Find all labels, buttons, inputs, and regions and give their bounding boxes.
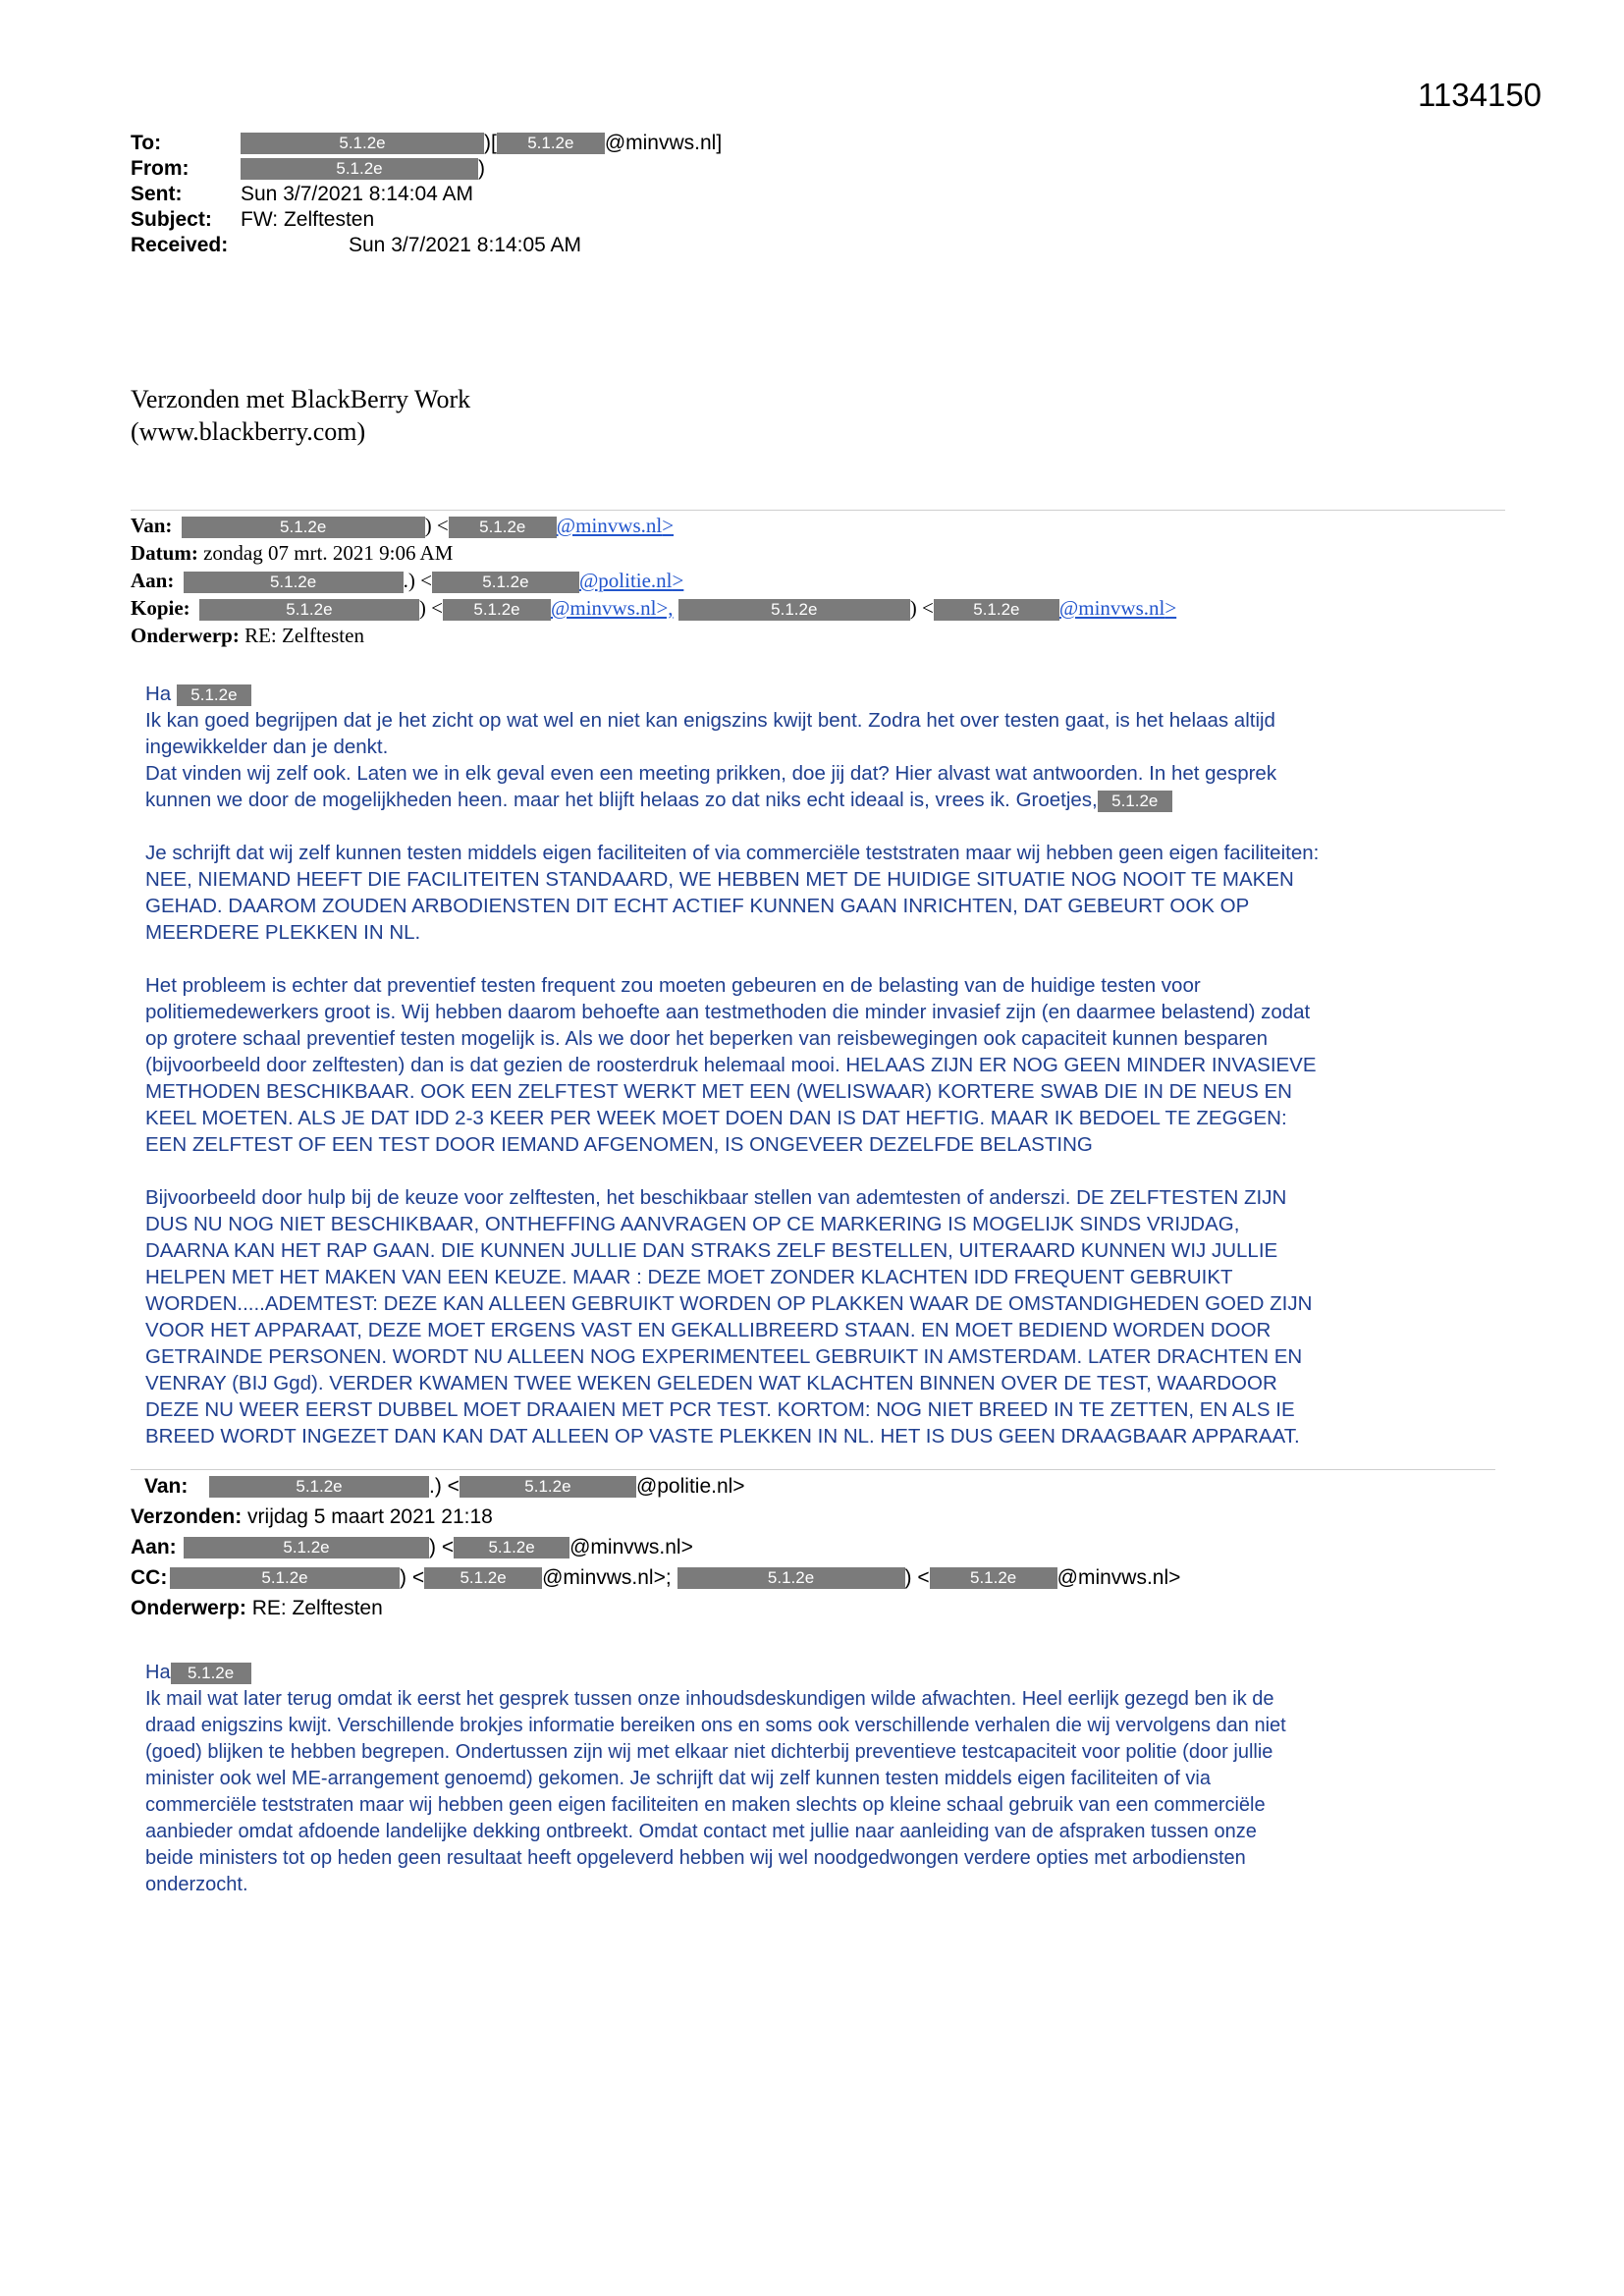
greeting-text: Ha: [145, 683, 172, 705]
paragraph-line: METHODEN BESCHIKBAAR. OOK EEN ZELFTEST WERKT MET EEN (WELISWAAR) KORTERE SWAB DIE IN DE NEUS EN: [145, 1080, 1292, 1103]
email1-kopie-separator-2: ) <: [909, 596, 934, 620]
redaction-box: 5.1.2e: [497, 133, 605, 154]
email2-onderwerp-row: [131, 1593, 1180, 1623]
email1-onderwerp-value: RE: Zelftesten: [244, 624, 364, 647]
email1-van-row: [131, 512, 1176, 539]
header-subject-row: [131, 207, 1014, 233]
header-from-row: [131, 156, 1014, 182]
email1-body: [145, 681, 1319, 1449]
paragraph-line: DEZE NU WEER EERST DUBBEL MOET DRAAIEN MET PCR TEST. KORTOM: NOG NIET BREED IN TE ZETTEN, EN ALS IE: [145, 1398, 1295, 1421]
signature-line-1: Verzonden met BlackBerry Work: [131, 385, 471, 413]
email1-aan-separator: .) <: [403, 569, 432, 592]
email1-onderwerp-label: Onderwerp:: [131, 624, 240, 647]
email1-aan-close: >: [672, 569, 684, 592]
header-to-row: [131, 131, 1014, 156]
email1-kopie-address-link-1[interactable]: @minvws.nl: [551, 596, 657, 620]
redaction-box: 5.1.2e: [1098, 791, 1172, 812]
redaction-box: 5.1.2e: [184, 1537, 429, 1558]
redaction-box: 5.1.2e: [934, 599, 1059, 621]
email2-aan-label: Aan:: [131, 1536, 177, 1558]
paragraph-line: politiemedewerkers groot is. Wij hebben daarom behoefte aan testmethoden die minder invasief zijn (en daarmee belastend) zodat: [145, 1001, 1311, 1023]
from-label: From:: [131, 157, 189, 180]
paragraph-line: NEE, NIEMAND HEEFT DIE FACILITEITEN STANDAARD, WE HEBBEN MET DE HUIDIGE SITUATIE NOG NOOIT TE MAKEN: [145, 868, 1294, 891]
paragraph-line: EEN ZELFTEST OF EEN TEST DOOR IEMAND AFGENOMEN, IS ONGEVEER DEZELFDE BELASTING: [145, 1133, 1093, 1156]
email1-aan-label: Aan:: [131, 569, 175, 592]
paragraph-line: (bijvoorbeeld door zelftesten) dan is dat gezien de roosterdruk helemaal mooi. HELAAS ZIJN ER NOG GEEN MINDER INVASIEVE: [145, 1054, 1317, 1076]
subject-label: Subject:: [131, 208, 212, 231]
email2-verzonden-value: vrijdag 5 maart 2021 21:18: [247, 1505, 493, 1528]
redaction-box: 5.1.2e: [677, 1567, 905, 1589]
paragraph-line: aanbieder omdat afdoende landelijke dekking ontbreekt. Omdat contact met jullie naar aanleiding van de afspraken tussen onze: [145, 1821, 1257, 1842]
paragraph-line: VOOR HET APPARAAT, DEZE MOET ERGENS VAST EN GEKALLIBREERD STAAN. EN MOET BEDIEND WORDEN DOOR: [145, 1319, 1272, 1341]
redaction-box: 5.1.2e: [432, 572, 579, 593]
redaction-box: 5.1.2e: [170, 1567, 400, 1589]
to-suffix: @minvws.nl]: [604, 132, 723, 154]
paragraph-line: draad enigszins kwijt. Verschillende brokjes informatie bereiken ons en soms ook verschillende verhalen die wij vervolgens dan niet: [145, 1715, 1286, 1736]
email2-onderwerp-value: RE: Zelftesten: [251, 1597, 383, 1619]
email2-verzonden-label: Verzonden:: [131, 1505, 243, 1528]
signature-line-2: (www.blackberry.com): [131, 417, 366, 446]
paragraph-line: Ik kan goed begrijpen dat je het zicht op wat wel en niet kan enigszins kwijt bent. Zodra het over testen gaat, is het helaas altijd: [145, 709, 1275, 732]
paragraph-line: KEEL MOETEN. ALS JE DAT IDD 2-3 KEER PER WEEK MOET DOEN DAN IS DAT HEFTIG. MAAR IK BEDOEL TE ZEGGEN:: [145, 1107, 1287, 1129]
sent-label: Sent:: [131, 183, 183, 205]
paragraph-line: Dat vinden wij zelf ook. Laten we in elk geval even een meeting prikken, doe jij dat? Hier alvast wat antwoorden. In het gesprek: [145, 762, 1277, 785]
email1-aan-address-link[interactable]: @politie.nl: [578, 569, 673, 592]
paragraph-line: GETRAINDE PERSONEN. WORDT NU ALLEEN NOG EXPERIMENTEEL GEBRUIKT IN AMSTERDAM. LATER DRACHTEN EN: [145, 1345, 1303, 1368]
email1-datum-value: zondag 07 mrt. 2021 9:06 AM: [203, 541, 454, 565]
redaction-box: 5.1.2e: [678, 599, 910, 621]
paragraph-line: Bijvoorbeeld door hulp bij de keuze voor zelftesten, het beschikbaar stellen van ademtesten of anderszi. DE ZELFTESTEN ZIJN: [145, 1186, 1287, 1209]
paragraph-line: HELPEN MET HET MAKEN VAN EEN KEUZE. MAAR : DEZE MOET ZONDER KLACHTEN IDD FREQUENT GEBRUIKT: [145, 1266, 1233, 1288]
redaction-box: 5.1.2e: [241, 158, 478, 180]
redaction-box: 5.1.2e: [460, 1476, 636, 1498]
to-separator: )[: [484, 132, 497, 154]
email2-van-address: @politie.nl>: [635, 1475, 745, 1498]
paragraph-line: Je schrijft dat wij zelf kunnen testen middels eigen faciliteiten of via commerciële teststraten maar wij hebben geen eigen faciliteiten:: [145, 842, 1320, 864]
paragraph-line: MEERDERE PLEKKEN IN NL.: [145, 921, 421, 944]
email1-kopie-comma: >,: [656, 596, 674, 620]
received-value: Sun 3/7/2021 8:14:05 AM: [349, 234, 582, 256]
email2-greeting: [145, 1660, 1286, 1686]
email2-cc-label: CC:: [131, 1566, 168, 1589]
sent-value: Sun 3/7/2021 8:14:04 AM: [241, 183, 474, 205]
paragraph-line: DUS NU NOG NIET BESCHIKBAAR, ONTHEFFING AANVRAGEN OP CE MARKERING IS MOGELIJK SINDS VRIJDAG,: [145, 1213, 1240, 1235]
email2-van-separator: .) <: [429, 1475, 460, 1498]
redaction-box: 5.1.2e: [241, 133, 484, 154]
email2-cc-row: [131, 1562, 1180, 1593]
received-label: Received:: [131, 234, 229, 256]
email1-greeting: [145, 681, 1319, 707]
email1-datum-row: [131, 539, 1176, 567]
redaction-box: 5.1.2e: [199, 599, 419, 621]
paragraph-line: Ik mail wat later terug omdat ik eerst het gesprek tussen onze inhoudsdeskundigen wilde afwachten. Heel eerlijk gezegd ben ik de: [145, 1688, 1274, 1710]
redaction-box: 5.1.2e: [449, 517, 557, 538]
paragraph-line: WORDEN.....ADEMTEST: DEZE KAN ALLEEN GEBRUIKT WORDEN OP PLAKKEN WAAR DE OMSTANDIGHEDEN GOED ZIJN: [145, 1292, 1313, 1315]
from-separator: ): [478, 157, 485, 180]
paragraph-line: Het probleem is echter dat preventief testen frequent zou moeten gebeuren en de belasting van de huidige testen voor: [145, 974, 1201, 997]
paragraph-line: commerciële teststraten maar wij hebben geen eigen faciliteiten en maken slechts op kleine schaal gebruik van een commerciële: [145, 1794, 1266, 1816]
redaction-box: 5.1.2e: [171, 1663, 251, 1684]
email1-van-close: >: [662, 514, 675, 537]
paragraph-line: (goed) blijken te hebben begrepen. Ondertussen zijn wij met elkaar niet dichterbij preventieve testcapaciteit voor politie (door jullie: [145, 1741, 1273, 1763]
divider: [131, 510, 1505, 511]
email2-aan-address: @minvws.nl>: [569, 1536, 693, 1558]
redaction-box: 5.1.2e: [209, 1476, 429, 1498]
email1-onderwerp-row: [131, 622, 1176, 649]
email1-kopie-row: [131, 594, 1176, 622]
subject-value: FW: Zelftesten: [241, 208, 375, 231]
redaction-box: 5.1.2e: [177, 684, 251, 706]
redaction-box: 5.1.2e: [182, 517, 425, 538]
redaction-box: 5.1.2e: [454, 1537, 569, 1558]
document-number: 1134150: [1418, 77, 1543, 113]
email2-van-row: [131, 1471, 1180, 1502]
email1-datum-label: Datum:: [131, 541, 198, 565]
email2-onderwerp-label: Onderwerp:: [131, 1597, 246, 1619]
email2-aan-separator: ) <: [429, 1536, 455, 1558]
email1-kopie-close: >: [1164, 596, 1177, 620]
message-header: [131, 131, 1014, 258]
greeting-text: Ha: [145, 1662, 171, 1683]
email1-aan-row: [131, 567, 1176, 594]
redaction-box: 5.1.2e: [930, 1567, 1057, 1589]
email1-van-separator: ) <: [424, 514, 449, 537]
paragraph-line: ingewikkelder dan je denkt.: [145, 736, 389, 758]
paragraph-line: GEHAD. DAAROM ZOUDEN ARBODIENSTEN DIT ECHT ACTIEF KUNNEN GAAN INRICHTEN, DAT GEBEURT OOK OP: [145, 895, 1250, 917]
redaction-box: 5.1.2e: [424, 1567, 542, 1589]
header-received-row: [131, 233, 1014, 258]
paragraph-line: minister ook wel ME-arrangement genoemd) gekomen. Je schrijft dat wij zelf kunnen testen middels eigen faciliteiten of via: [145, 1768, 1211, 1789]
email2-van-label: Van:: [144, 1475, 189, 1498]
email2-cc-address-1: @minvws.nl>;: [542, 1566, 672, 1589]
email2-cc-separator: ) <: [400, 1566, 425, 1589]
divider: [131, 1469, 1495, 1470]
email1-kopie-label: Kopie:: [131, 596, 190, 620]
to-label: To:: [131, 132, 162, 154]
redaction-box: 5.1.2e: [184, 572, 404, 593]
email1-van-label: Van:: [131, 514, 173, 537]
blackberry-signature: [131, 383, 470, 448]
email2-header: [131, 1471, 1180, 1623]
paragraph-line: onderzocht.: [145, 1874, 248, 1895]
email1-kopie-address-link-2[interactable]: @minvws.nl: [1058, 596, 1165, 620]
email1-van-address-link[interactable]: @minvws.nl: [556, 514, 663, 537]
email1-header: [131, 512, 1176, 649]
paragraph-line: BREED WORDT INGEZET DAN KAN DAT ALLEEN OP VASTE PLEKKEN IN NL. HET IS DUS GEEN DRAAGBAAR APPARAAT.: [145, 1425, 1300, 1448]
email2-aan-row: [131, 1532, 1180, 1562]
paragraph-line: op grotere schaal preventief testen mogelijk is. Als we door het beperken van reisbewegingen ook capaciteit kunnen besparen: [145, 1027, 1269, 1050]
email1-kopie-separator: ) <: [418, 596, 444, 620]
email2-cc-address-2: @minvws.nl>: [1056, 1566, 1181, 1589]
email2-verzonden-row: [131, 1502, 1180, 1532]
paragraph-line: DAARNA KAN HET RAP GAAN. DIE KUNNEN JULLIE DAN STRAKS ZELF BESTELLEN, UITERAARD KUNNEN WIJ JULLIE: [145, 1239, 1278, 1262]
paragraph-text: kunnen we door de mogelijkheden heen. maar het blijft helaas zo dat niks echt ideaal is, vrees ik. Groetjes,: [145, 789, 1098, 811]
paragraph-line: beide ministers tot op heden geen resultaat heeft opgeleverd hebben wij wel noodgedwongen verdere opties met arbodiensten: [145, 1847, 1246, 1869]
header-sent-row: [131, 182, 1014, 207]
redaction-box: 5.1.2e: [443, 599, 551, 621]
paragraph-line: VENRAY (BIJ Ggd). VERDER KWAMEN TWEE WEKEN GELEDEN WAT KLACHTEN BINNEN OVER DE TEST, WAARDOOR: [145, 1372, 1277, 1394]
paragraph-line: [145, 787, 1319, 813]
email2-body: [145, 1660, 1286, 1898]
email2-cc-separator-2: ) <: [904, 1566, 930, 1589]
